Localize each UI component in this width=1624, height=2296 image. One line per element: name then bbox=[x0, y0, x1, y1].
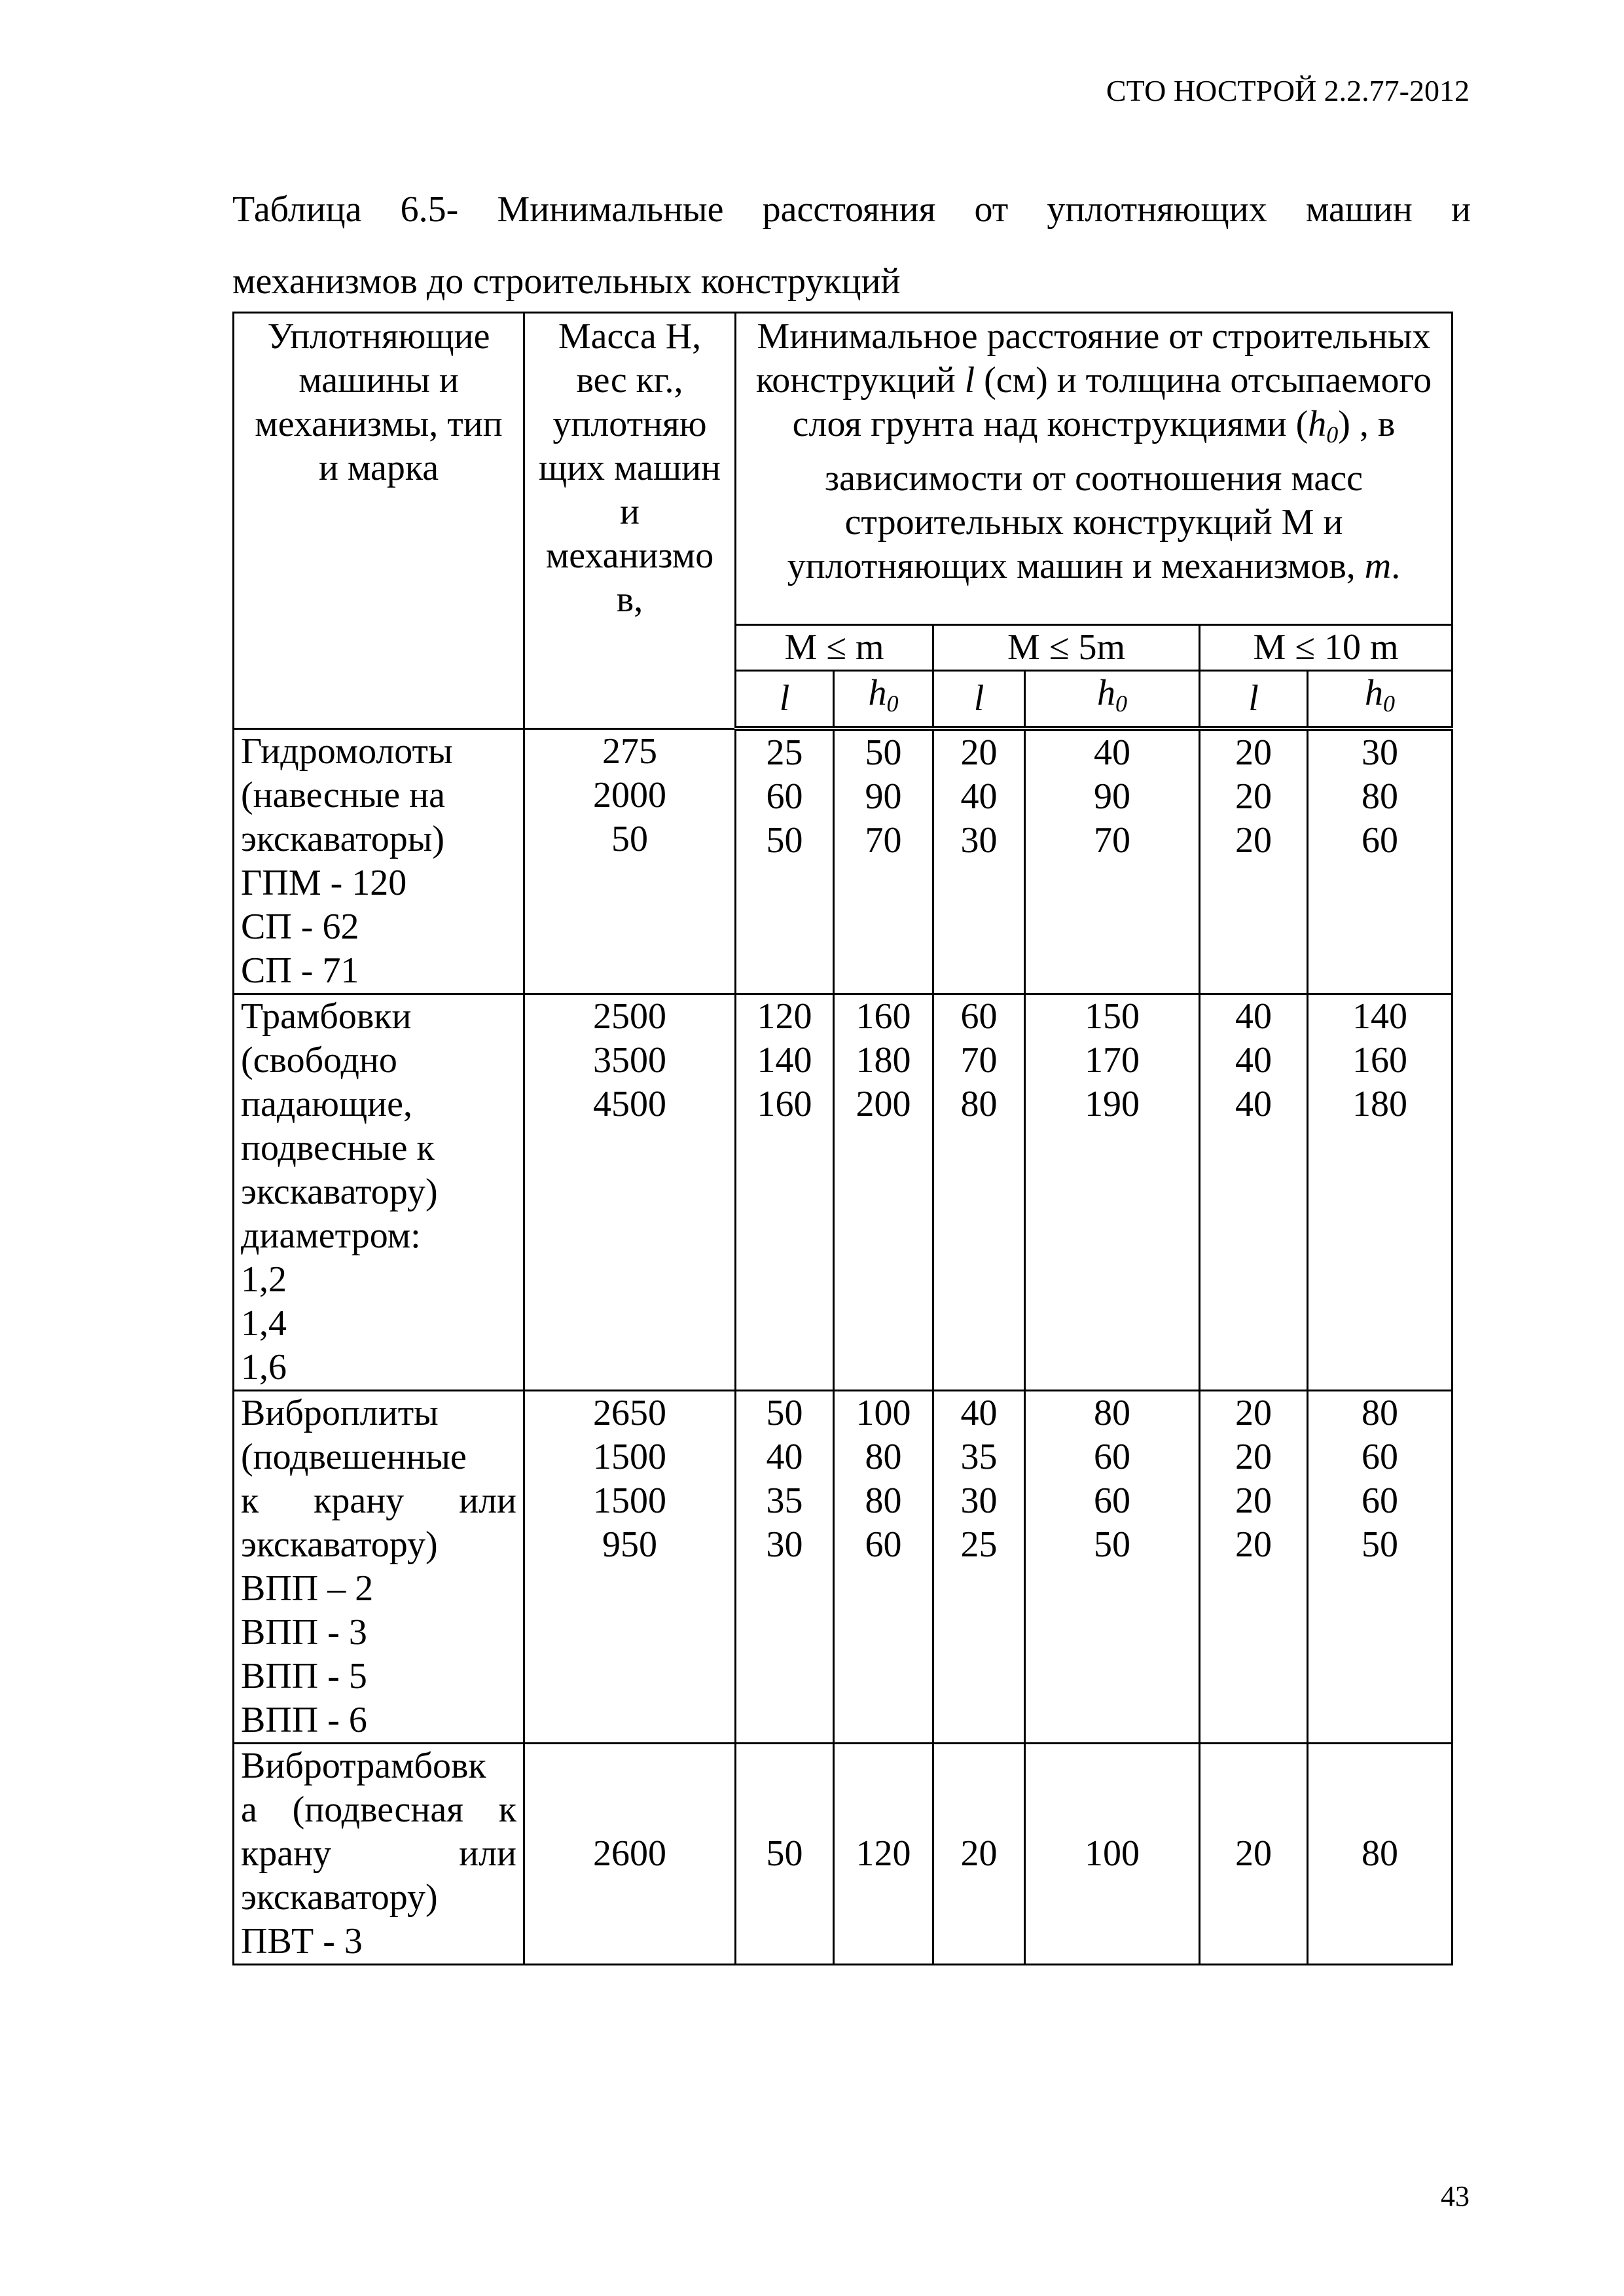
machine-name-line: Вибротрамбовк bbox=[241, 1745, 486, 1786]
col-header-mass: Масса Н, вес кг., уплотняю щих машин и механизмо в, bbox=[524, 313, 736, 729]
document-code: СТО НОСТРОЙ 2.2.77-2012 bbox=[1106, 74, 1470, 107]
page-number: 43 bbox=[1441, 2180, 1470, 2212]
value-cell: 120 bbox=[834, 1743, 933, 1964]
value-cell: 80 60 60 50 bbox=[1308, 1390, 1453, 1743]
m-symbol: m bbox=[1364, 546, 1392, 586]
distances-table bbox=[232, 312, 1453, 1965]
value-cell: 20 20 20 bbox=[1200, 728, 1308, 994]
l-header-1: l bbox=[736, 671, 834, 729]
h0-header-1: $h_0$ bbox=[834, 671, 933, 729]
mass-cell: 2500 3500 4500 bbox=[524, 994, 736, 1390]
mass-cell: 2650 1500 1500 950 bbox=[524, 1390, 736, 1743]
col-header-machines: Уплотняющие машины и механизмы, тип и марка bbox=[234, 313, 524, 729]
machine-name-cell bbox=[234, 1743, 524, 1964]
value-cell: 50 40 35 30 bbox=[736, 1390, 834, 1743]
value-cell: 40 40 40 bbox=[1200, 994, 1308, 1390]
table-row bbox=[234, 1743, 1453, 1964]
machine-name-line: экскаватору) ПВТ - 3 bbox=[241, 1876, 438, 1962]
machine-name-cell: Трамбовки (свободно падающие, подвесные к экскаватору) диаметром: 1,2 1,4 1,6 bbox=[234, 994, 524, 1390]
machine-name-line: к крану или bbox=[241, 1480, 516, 1521]
value-cell: 120 140 160 bbox=[736, 994, 834, 1390]
caption-line-2: механизмов до строительных конструкций bbox=[232, 261, 901, 302]
value-cell: 50 bbox=[736, 1743, 834, 1964]
value-cell: 80 60 60 50 bbox=[1025, 1390, 1200, 1743]
h0-header-3: $h_0$ bbox=[1308, 671, 1453, 729]
mass-cell: 2600 bbox=[524, 1743, 736, 1964]
machine-name-cell: Гидромолоты (навесные на экскаваторы) ГПМ - 120 СП - 62 СП - 71 bbox=[234, 728, 524, 994]
table-row bbox=[234, 994, 1453, 1390]
machine-name-line: Виброплиты bbox=[241, 1392, 439, 1433]
value-cell: 20 bbox=[933, 1743, 1025, 1964]
group-header-part1: Минимальное расстояние от строительных конструкций bbox=[755, 316, 1431, 401]
col-header-min-distance bbox=[736, 313, 1453, 625]
value-cell: 40 90 70 bbox=[1025, 728, 1200, 994]
group-header-part2: (см) и толщина отсыпаемого слоя грунта над конструкциями ( bbox=[792, 360, 1432, 444]
caption-line-1: Таблица 6.5- Минимальные расстояния от уплотняющих машин и bbox=[232, 189, 1471, 230]
value-cell: 100 bbox=[1025, 1743, 1200, 1964]
value-cell: 25 60 50 bbox=[736, 728, 834, 994]
l-header-3: l bbox=[1200, 671, 1308, 729]
ratio-header-3: М ≤ 10 m bbox=[1200, 625, 1453, 671]
value-cell: 50 90 70 bbox=[834, 728, 933, 994]
value-cell: 80 bbox=[1308, 1743, 1453, 1964]
value-cell: 100 80 80 60 bbox=[834, 1390, 933, 1743]
mass-cell: 275 2000 50 bbox=[524, 728, 736, 994]
header-row-1 bbox=[234, 313, 1453, 625]
l-symbol: l bbox=[964, 360, 975, 401]
value-cell: 20 40 30 bbox=[933, 728, 1025, 994]
value-cell: 30 80 60 bbox=[1308, 728, 1453, 994]
table-row bbox=[234, 728, 1453, 994]
ratio-header-2: М ≤ 5m bbox=[933, 625, 1200, 671]
h0-header-2: $h_0$ bbox=[1025, 671, 1200, 729]
value-cell: 60 70 80 bbox=[933, 994, 1025, 1390]
value-cell: 150 170 190 bbox=[1025, 994, 1200, 1390]
h-symbol: $h_0$ bbox=[1308, 404, 1339, 448]
machine-name-line: а (подвесная к bbox=[241, 1789, 516, 1830]
table-row bbox=[234, 1390, 1453, 1743]
ratio-header-1: М ≤ m bbox=[736, 625, 933, 671]
value-cell: 140 160 180 bbox=[1308, 994, 1453, 1390]
value-cell: 20 20 20 20 bbox=[1200, 1390, 1308, 1743]
value-cell: 160 180 200 bbox=[834, 994, 933, 1390]
value-cell: 20 bbox=[1200, 1743, 1308, 1964]
machine-name-cell bbox=[234, 1390, 524, 1743]
machine-name-line: крану или bbox=[241, 1833, 516, 1874]
l-header-2: l bbox=[933, 671, 1025, 729]
machine-name-line: (подвешенные bbox=[241, 1436, 467, 1477]
group-header-part3: ) , в зависимости от соотношения масс строительных конструкций М и уплотняющих машин и механизмов, bbox=[787, 404, 1396, 586]
value-cell: 40 35 30 25 bbox=[933, 1390, 1025, 1743]
group-header-part4: . bbox=[1391, 546, 1401, 586]
machine-name-line: экскаватору) ВПП – 2 ВПП - 3 ВПП - 5 ВПП - 6 bbox=[241, 1524, 438, 1740]
table-caption bbox=[232, 173, 1471, 317]
